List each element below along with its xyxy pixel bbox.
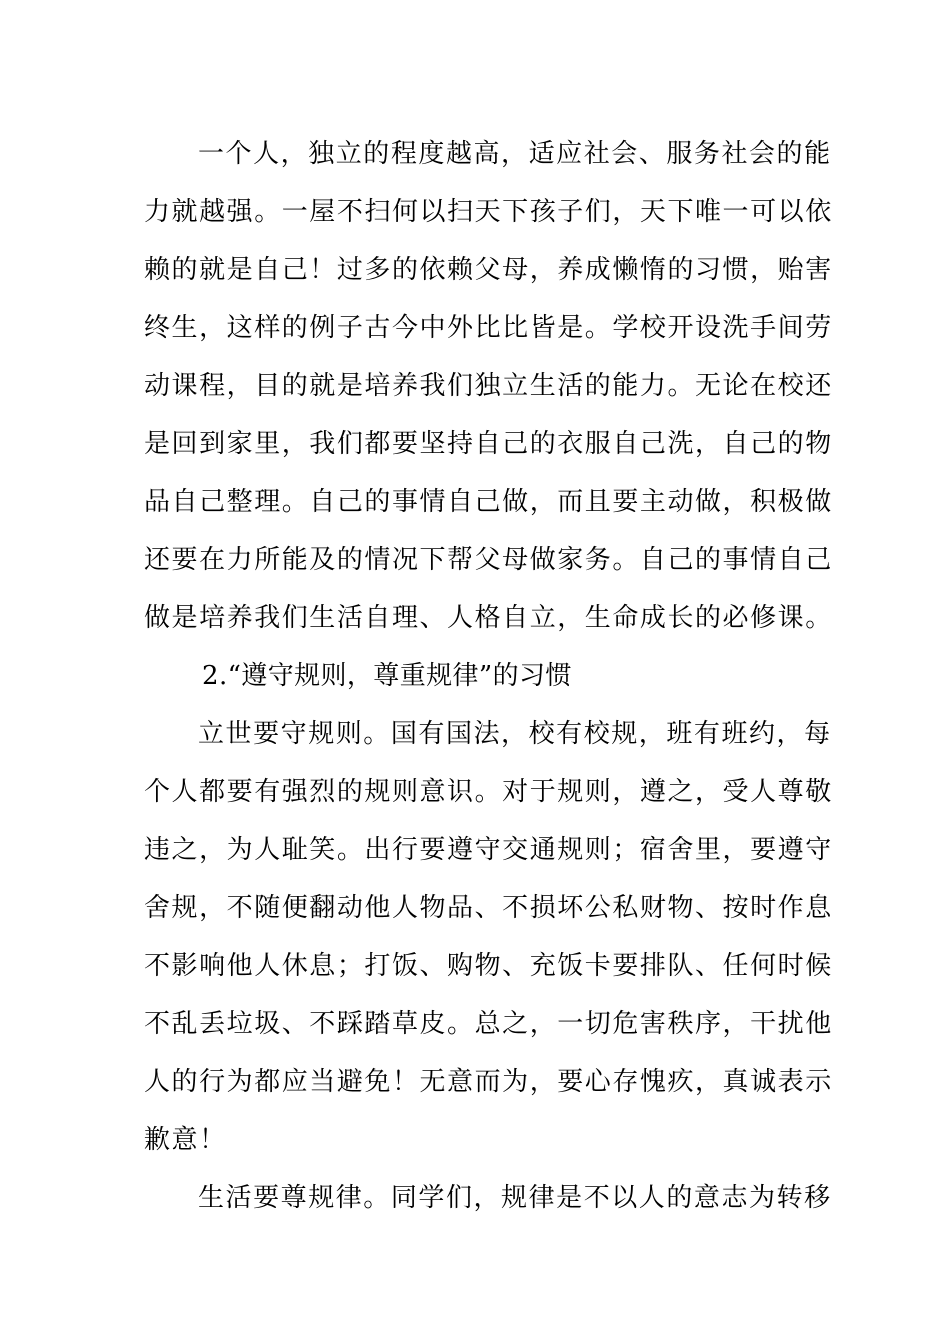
paragraph-1-line-4: 终生，这样的例子古今中外比比皆是。学校开设洗手间劳 [144, 313, 833, 343]
paragraph-2-line-3: 违之，为人耻笑。出行要遵守交通规则；宿舍里，要遵守 [144, 835, 833, 865]
paragraph-2-line-1: 立世要守规则。国有国法，校有校规，班有班约，每 [198, 719, 832, 749]
section-heading: 2.“遵守规则，尊重规律”的习惯 [202, 661, 572, 691]
paragraph-1-line-9: 做是培养我们生活自理、人格自立，生命成长的必修课。 [144, 603, 833, 633]
paragraph-2-line-8: 歉意！ [144, 1125, 227, 1155]
paragraph-2-line-6: 不乱丢垃圾、不踩踏草皮。总之，一切危害秩序，干扰他 [144, 1009, 833, 1039]
paragraph-1-line-3: 赖的就是自己！过多的依赖父母，养成懒惰的习惯，贻害 [144, 255, 833, 285]
paragraph-2-line-4: 舍规，不随便翻动他人物品、不损坏公私财物、按时作息 [144, 893, 833, 923]
paragraph-1-line-5: 动课程，目的就是培养我们独立生活的能力。无论在校还 [144, 371, 833, 401]
paragraph-1-line-7: 品自己整理。自己的事情自己做，而且要主动做，积极做 [144, 487, 833, 517]
paragraph-1-line-6: 是回到家里，我们都要坚持自己的衣服自己洗，自己的物 [144, 429, 833, 459]
paragraph-2-line-2: 个人都要有强烈的规则意识。对于规则，遵之，受人尊敬 [144, 777, 833, 807]
paragraph-2-line-7: 人的行为都应当避免！无意而为，要心存愧疚，真诚表示 [144, 1067, 833, 1097]
paragraph-3-line-1: 生活要尊规律。同学们，规律是不以人的意志为转移 [198, 1183, 832, 1213]
paragraph-1-line-1: 一个人，独立的程度越高，适应社会、服务社会的能 [198, 139, 832, 169]
paragraph-1-line-8: 还要在力所能及的情况下帮父母做家务。自己的事情自己 [144, 545, 833, 575]
paragraph-2-line-5: 不影响他人休息；打饭、购物、充饭卡要排队、任何时候 [144, 951, 833, 981]
paragraph-1-line-2: 力就越强。一屋不扫何以扫天下孩子们，天下唯一可以依 [144, 197, 833, 227]
